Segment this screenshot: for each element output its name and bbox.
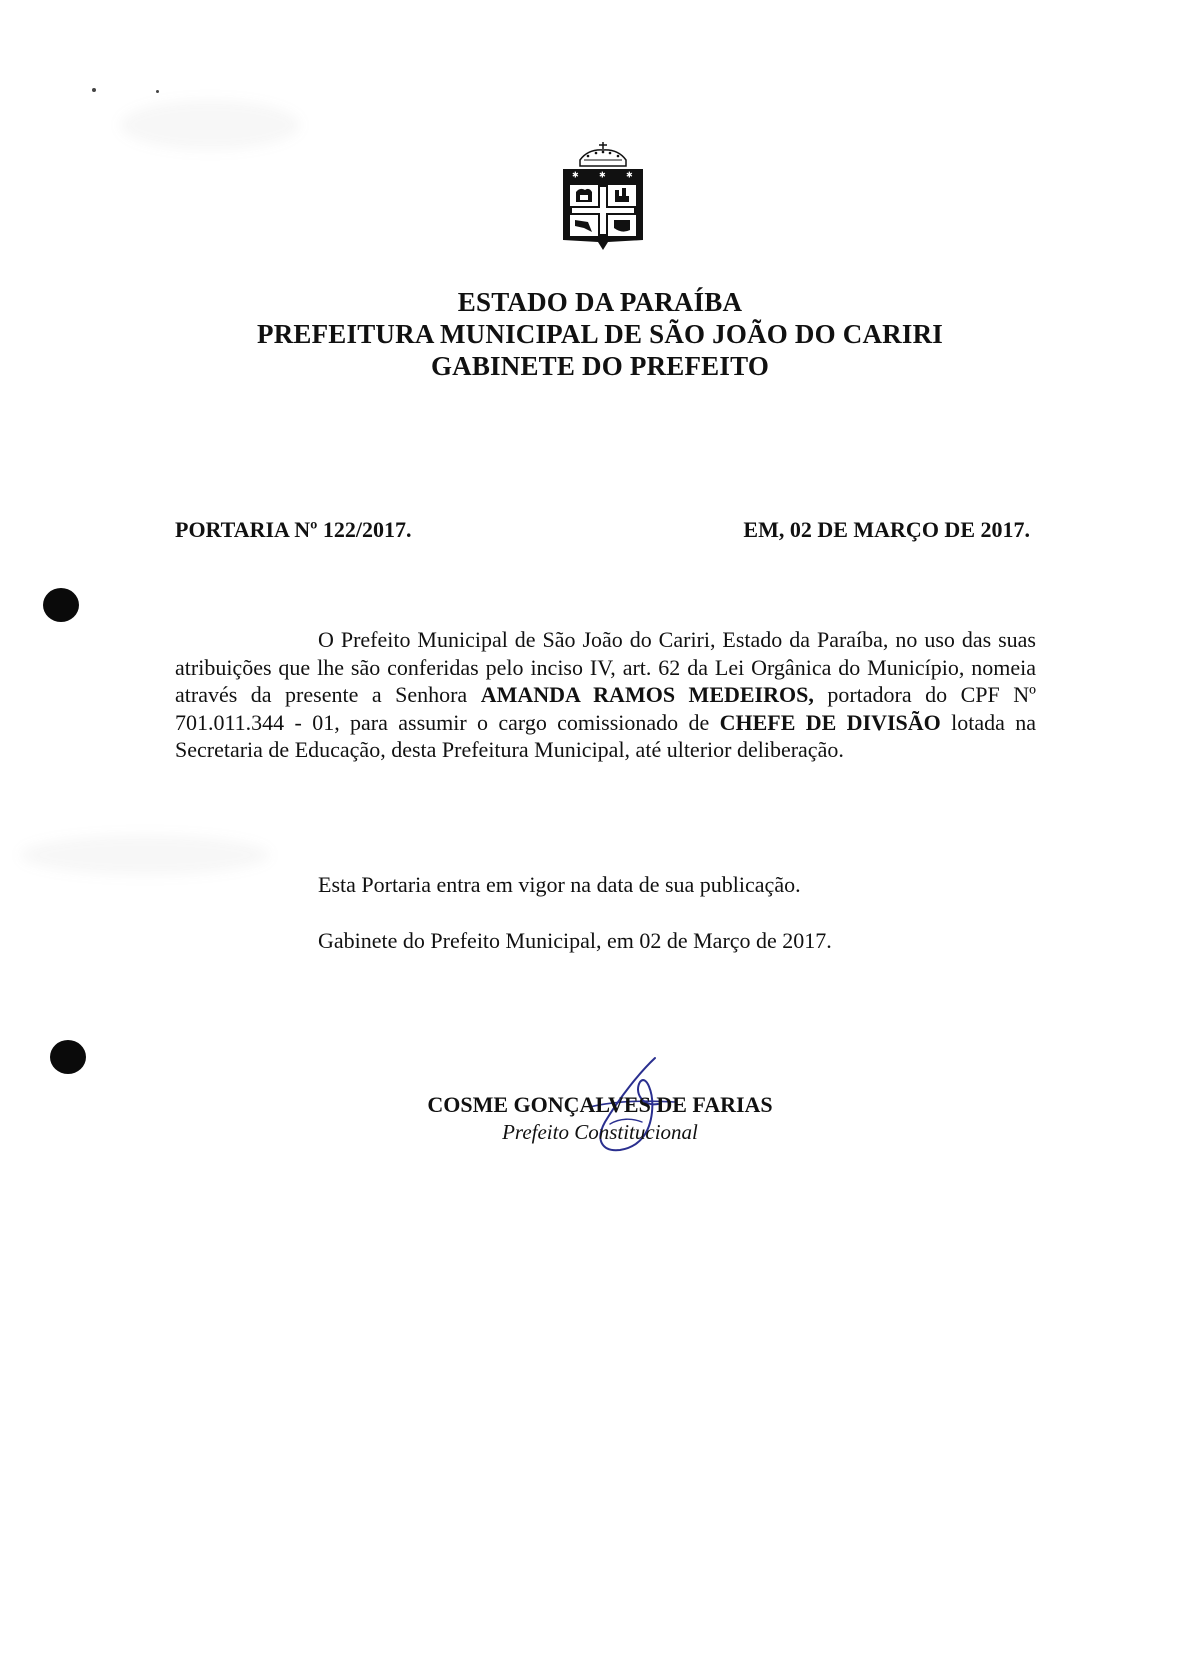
- signer-name: COSME GONÇALVES DE FARIAS: [427, 1092, 773, 1117]
- scan-smudge: [120, 100, 300, 150]
- signer-title: Prefeito Constitucional: [502, 1120, 698, 1144]
- portaria-number: PORTARIA Nº 122/2017.: [175, 517, 412, 542]
- paragraph-intro: O Prefeito Municipal de São João do Cariri, Estado da Paraíba, no uso das suas atribuições que lhe são conferidas pelo inciso IV, art. 62 da Lei Orgânica do Município, nomeia através da presente a Senhora: [175, 627, 1036, 707]
- appointee-name: AMANDA RAMOS MEDEIROS,: [480, 682, 814, 707]
- portaria-date: EM, 02 DE MARÇO DE 2017.: [743, 517, 1030, 542]
- punch-hole: [43, 588, 79, 622]
- punch-hole: [50, 1040, 86, 1074]
- scan-smudge: [20, 835, 270, 875]
- scan-speck: [92, 88, 96, 92]
- municipal-crest-icon: [558, 140, 648, 258]
- appointment-paragraph: [175, 626, 1036, 764]
- header-municipality: PREFEITURA MUNICIPAL DE SÃO JOÃO DO CARIRI: [257, 319, 943, 349]
- paragraph-cpf: portadora do CPF Nº 701.011.344 - 01, para assumir o cargo comissionado de: [175, 682, 1036, 735]
- header-office: GABINETE DO PREFEITO: [430, 351, 770, 381]
- paragraph-closing: lotada na Secretaria de Educação, desta Prefeitura Municipal, até ulterior deliberação.: [175, 709, 1036, 762]
- scan-speck: [156, 90, 159, 93]
- svg-text:✱: ✱: [572, 170, 579, 180]
- effective-clause: Esta Portaria entra em vigor na data de sua publicação.: [318, 872, 801, 897]
- position-title: CHEFE DE DIVISÃO: [719, 709, 941, 735]
- svg-text:✱: ✱: [626, 170, 633, 180]
- place-date: Gabinete do Prefeito Municipal, em 02 de Março de 2017.: [318, 928, 832, 953]
- svg-text:✱: ✱: [599, 170, 606, 180]
- header-state: ESTADO DA PARAÍBA: [457, 287, 743, 317]
